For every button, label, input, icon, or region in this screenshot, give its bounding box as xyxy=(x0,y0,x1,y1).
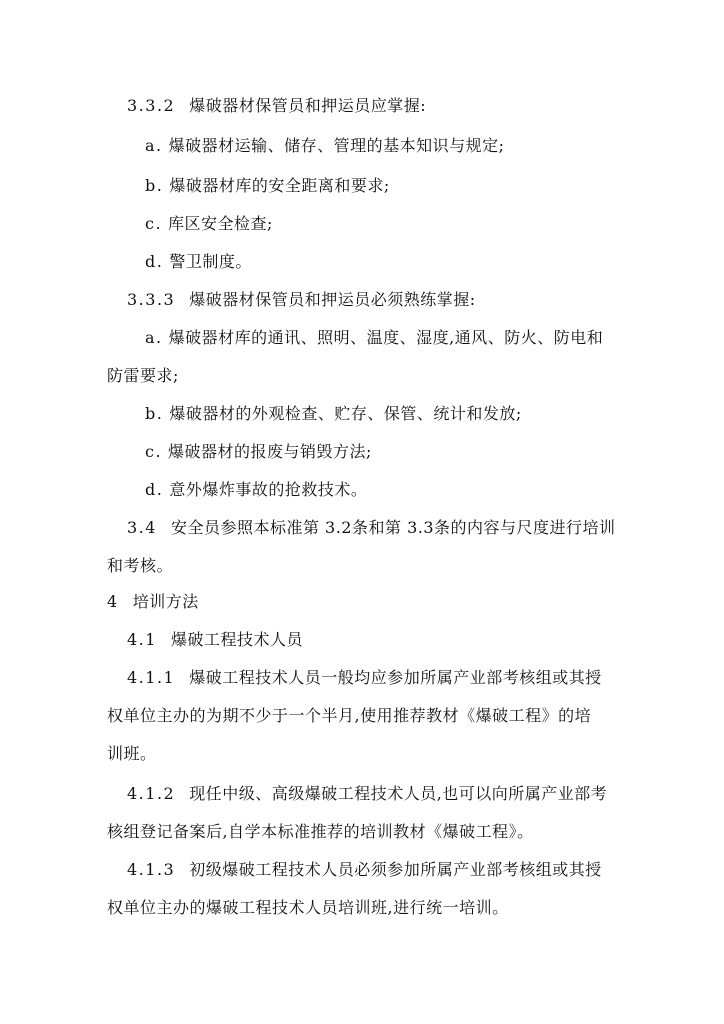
item-marker: b. xyxy=(145,176,164,195)
clause-text: 爆破器材保管员和押运员应掌握: xyxy=(189,96,427,115)
clause-text: 爆破器材保管员和押运员必须熟练掌握: xyxy=(189,290,476,309)
item-marker: a. xyxy=(145,136,163,155)
clause-4-1-1 xyxy=(0,668,724,688)
item-text: 爆破器材运输、储存、管理的基本知识与规定; xyxy=(168,136,505,155)
item-marker: d. xyxy=(145,252,164,271)
clause-number: 4.1.1 xyxy=(127,668,176,687)
continuation-text: 防雷要求; xyxy=(107,366,179,385)
item-marker: d. xyxy=(145,480,164,499)
clause-number: 4.1.3 xyxy=(127,860,176,879)
section-number: 4.1 xyxy=(127,630,157,649)
item-text: 意外爆炸事故的抢救技术。 xyxy=(169,480,368,499)
item-text: 爆破器材库的通讯、照明、温度、湿度,通风、防火、防电和 xyxy=(168,328,604,347)
item-text: 库区安全检查; xyxy=(168,214,273,233)
clause-text: 现任中级、高级爆破工程技术人员,也可以向所属产业部考 xyxy=(189,784,608,803)
section-title: 爆破工程技术人员 xyxy=(170,630,303,649)
continuation-line xyxy=(0,366,724,386)
item-marker: a. xyxy=(145,328,163,347)
item-marker: c. xyxy=(145,442,163,461)
item-text: 警卫制度。 xyxy=(169,252,252,271)
subsection-4-1-heading xyxy=(0,630,724,650)
clause-text: 爆破工程技术人员一般均应参加所属产业部考核组或其授 xyxy=(189,668,602,687)
section-title: 培训方法 xyxy=(132,592,199,611)
clause-3-4 xyxy=(0,518,724,538)
item-text: 爆破器材的报废与销毁方法; xyxy=(168,442,372,461)
continuation-text: 训班。 xyxy=(107,744,157,763)
continuation-line xyxy=(0,744,724,764)
item-marker: b. xyxy=(145,404,164,423)
list-item-a xyxy=(0,328,724,348)
item-text: 爆破器材库的安全距离和要求; xyxy=(169,176,390,195)
list-item-d xyxy=(0,252,724,272)
list-item-c xyxy=(0,442,724,462)
continuation-text: 权单位主办的为期不少于一个半月,使用推荐教材《爆破工程》的培 xyxy=(107,706,592,725)
clause-4-1-2 xyxy=(0,784,724,804)
list-item-d xyxy=(0,480,724,500)
continuation-line xyxy=(0,822,724,842)
clause-number: 3.3.2 xyxy=(127,96,176,115)
item-text: 爆破器材的外观检查、贮存、保管、统计和发放; xyxy=(169,404,522,423)
clause-number: 3.3.3 xyxy=(127,290,176,309)
item-marker: c. xyxy=(145,214,163,233)
continuation-line xyxy=(0,898,724,918)
continuation-text: 核组登记备案后,自学本标准推荐的培训教材《爆破工程》。 xyxy=(107,822,534,841)
clause-text: 初级爆破工程技术人员必须参加所属产业部考核组或其授 xyxy=(189,860,602,879)
section-number: 4 xyxy=(107,592,119,611)
list-item-b xyxy=(0,404,724,424)
continuation-line xyxy=(0,706,724,726)
clause-4-1-3 xyxy=(0,860,724,880)
clause-3-3-3 xyxy=(0,290,724,310)
continuation-text: 和考核。 xyxy=(107,556,174,575)
clause-number: 4.1.2 xyxy=(127,784,176,803)
clause-number: 3.4 xyxy=(127,518,157,537)
list-item-c xyxy=(0,214,724,234)
continuation-text: 权单位主办的爆破工程技术人员培训班,进行统一培训。 xyxy=(107,898,509,917)
continuation-line xyxy=(0,556,724,576)
clause-3-3-2 xyxy=(0,96,724,116)
list-item-b xyxy=(0,176,724,196)
clause-text: 安全员参照本标准第 3.2条和第 3.3条的内容与尺度进行培训 xyxy=(170,518,616,537)
section-4-heading xyxy=(0,592,724,612)
list-item-a xyxy=(0,136,724,156)
